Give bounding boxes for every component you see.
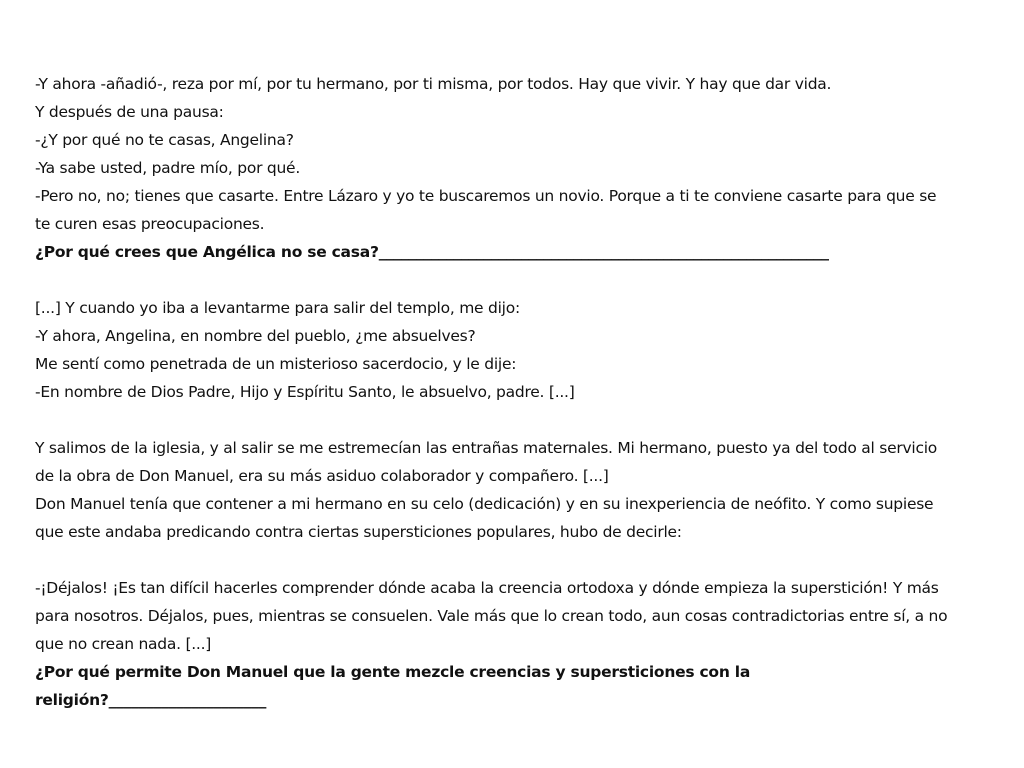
text-line: -En nombre de Dios Padre, Hijo y Espíritu Santo, le absuelvo, padre. [...] bbox=[35, 383, 575, 401]
text-line: -¿Y por qué no te casas, Angelina? bbox=[35, 131, 294, 149]
text-line: Don Manuel tenía que contener a mi hermano en su celo (dedicación) y en su inexperiencia de neófito. Y como supiese bbox=[35, 495, 934, 513]
question-angelica: ¿Por qué crees que Angélica no se casa?____________________________________________________________ bbox=[35, 243, 829, 261]
text-line: -Ya sabe usted, padre mío, por qué. bbox=[35, 159, 301, 177]
question-don-manuel-continued: religión?_____________________ bbox=[35, 691, 267, 709]
text-line: que este andaba predicando contra ciertas supersticiones populares, hubo de decirle: bbox=[35, 523, 682, 541]
text-line: -Y ahora -añadió-, reza por mí, por tu hermano, por ti misma, por todos. Hay que vivir. Y hay que dar vida. bbox=[35, 75, 832, 93]
text-line: de la obra de Don Manuel, era su más asiduo colaborador y compañero. [...] bbox=[35, 467, 609, 485]
text-line: te curen esas preocupaciones. bbox=[35, 215, 265, 233]
text-line: para nosotros. Déjalos, pues, mientras se consuelen. Vale más que lo crean todo, aun cosas contradictorias entre sí, a no bbox=[35, 607, 948, 625]
text-line: Y salimos de la iglesia, y al salir se me estremecían las entrañas maternales. Mi hermano, puesto ya del todo al servicio bbox=[35, 439, 938, 457]
text-line: [...] Y cuando yo iba a levantarme para salir del templo, me dijo: bbox=[35, 299, 520, 317]
text-line: Y después de una pausa: bbox=[35, 103, 224, 121]
question-don-manuel: ¿Por qué permite Don Manuel que la gente mezcle creencias y supersticiones con la bbox=[35, 663, 751, 681]
text-line: -Pero no, no; tienes que casarte. Entre Lázaro y yo te buscaremos un novio. Porque a ti te conviene casarte para que se bbox=[35, 187, 937, 205]
text-line: que no crean nada. [...] bbox=[35, 635, 212, 653]
text-line: Me sentí como penetrada de un misterioso sacerdocio, y le dije: bbox=[35, 355, 517, 373]
text-line: -¡Déjalos! ¡Es tan difícil hacerles comprender dónde acaba la creencia ortodoxa y dónde empieza la superstición! Y más bbox=[35, 579, 939, 597]
text-line: -Y ahora, Angelina, en nombre del pueblo, ¿me absuelves? bbox=[35, 327, 476, 345]
